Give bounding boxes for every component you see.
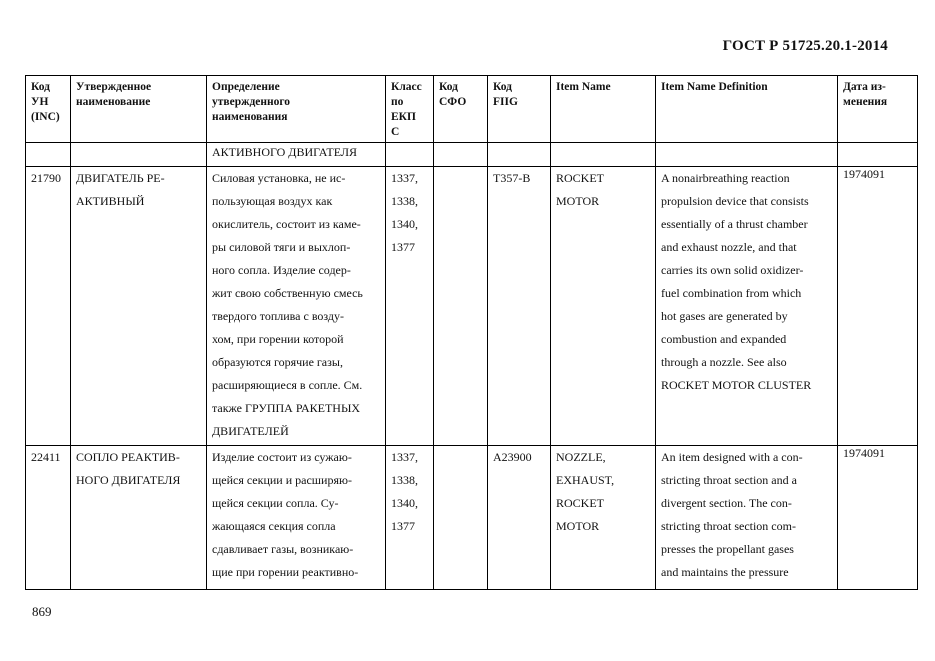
cell-text: carries its own solid oxidizer- (661, 263, 804, 277)
cell-text: and maintains the pressure (661, 565, 789, 579)
col-header-date (838, 76, 918, 143)
cell-text: stricting throat section and a (661, 473, 797, 487)
cell-text: расширяющиеся в сопле. См. (212, 378, 363, 392)
cell-fiig (488, 167, 551, 446)
header-text: Дата из- (843, 81, 886, 93)
cell-date (838, 446, 918, 590)
col-header-sfo (434, 76, 488, 143)
cell-text: divergent section. The con- (661, 496, 792, 510)
cell-text: Силовая установка, не ис- (212, 171, 346, 185)
cell-date (838, 167, 918, 446)
col-header-class (386, 76, 434, 143)
continuation-row (26, 143, 918, 167)
table-row (26, 446, 918, 590)
cell-class (386, 446, 434, 590)
cell-text: ного сопла. Изделие содер- (212, 263, 351, 277)
header-text: Класс (391, 81, 422, 93)
cell-text: ROCKET MOTOR CLUSTER (661, 378, 812, 392)
cell-name (71, 446, 207, 590)
header-text: Утвержденное (76, 81, 152, 93)
col-header-name (71, 76, 207, 143)
cell-text: MOTOR (556, 519, 600, 533)
cell-text: 1340, (391, 217, 418, 231)
header-text: Item Name (556, 81, 611, 93)
cell-text: щейся секции и расширяю- (212, 473, 352, 487)
cell-text: 1338, (391, 473, 418, 487)
cell-text: 22411 (31, 450, 61, 464)
cell-item-definition (656, 446, 838, 590)
header-text: менения (843, 96, 888, 108)
cell-text: СОПЛО РЕАКТИВ- (76, 450, 180, 464)
header-text: наименования (212, 111, 288, 123)
cell-item-definition (656, 167, 838, 446)
cell-text: 1377 (391, 240, 415, 254)
header-text: С (391, 126, 400, 138)
header-text: по (391, 96, 404, 108)
cell-inc (26, 167, 71, 446)
cell-text: NOZZLE, (556, 450, 606, 464)
cell-text: жит свою собственную смесь (212, 286, 363, 300)
header-text: ЕКП (391, 111, 416, 123)
cell-text: пользующая воздух как (212, 194, 333, 208)
header-text: УН (31, 96, 49, 108)
cell-text: щейся секции сопла. Су- (212, 496, 339, 510)
header-text: (INC) (31, 111, 60, 123)
header-text: СФО (439, 96, 467, 108)
cell-sfo (434, 446, 488, 590)
col-header-definition (207, 76, 386, 143)
cell-text: образуются горячие газы, (212, 355, 343, 369)
cell-text: combustion and expanded (661, 332, 787, 346)
cell-fiig (488, 446, 551, 590)
header-text: Определение (212, 81, 280, 93)
header-text: Код (31, 81, 51, 93)
cell-text: хом, при горении которой (212, 332, 344, 346)
col-header-item-definition (656, 76, 838, 143)
cell-text: 1337, (391, 450, 418, 464)
cell-inc (26, 446, 71, 590)
item-table (25, 75, 918, 590)
cell-text: An item designed with a con- (661, 450, 803, 464)
cell-name (71, 167, 207, 446)
cell-text: 1337, (391, 171, 418, 185)
header-text: FIIG (493, 96, 518, 108)
cell-text: 1974091 (843, 446, 885, 460)
cell-text: hot gases are generated by (661, 309, 788, 323)
cell-definition (207, 167, 386, 446)
cell-sfo (434, 167, 488, 446)
cell-text: essentially of a thrust chamber (661, 217, 808, 231)
cell-text: fuel combination from which (661, 286, 802, 300)
page-number: 869 (32, 604, 52, 619)
cell-text: ДВИГАТЕЛЬ РЕ- (76, 171, 165, 185)
cell-text: сдавливает газы, возникаю- (212, 542, 354, 556)
cell-item-name (551, 446, 656, 590)
cell-text: 1340, (391, 496, 418, 510)
cell-text: MOTOR (556, 194, 600, 208)
cell-text: твердого топлива с возду- (212, 309, 345, 323)
cell-text: 21790 (31, 171, 61, 185)
cell-text: Изделие состоит из сужаю- (212, 450, 352, 464)
header-text: Item Name Definition (661, 81, 768, 93)
col-header-item-name (551, 76, 656, 143)
cell-text: A23900 (493, 450, 532, 464)
cell-text: ры силовой тяги и выхлоп- (212, 240, 351, 254)
cell-item-name (551, 167, 656, 446)
cell-class (386, 167, 434, 446)
cell-text: НОГО ДВИГАТЕЛЯ (76, 473, 181, 487)
cell-text: щие при горении реактивно- (212, 565, 359, 579)
cell-text: 1974091 (843, 167, 885, 181)
cell-text: 1377 (391, 519, 415, 533)
cell-text: and exhaust nozzle, and that (661, 240, 797, 254)
cell-text: ROCKET (556, 496, 604, 510)
col-header-fiig (488, 76, 551, 143)
cell-text: T357-B (493, 171, 531, 185)
cell-text: propulsion device that consists (661, 194, 809, 208)
cell-text: presses the propellant gases (661, 542, 794, 556)
cell-text: также ГРУППА РАКЕТНЫХ (212, 401, 361, 415)
cell-text: ДВИГАТЕЛЕЙ (212, 424, 289, 438)
cell-text: АКТИВНЫЙ (76, 194, 145, 208)
cell-text: EXHAUST, (556, 473, 615, 487)
header-text: утвержденного (212, 96, 291, 108)
cell-text: окислитель, состоит из каме- (212, 217, 361, 231)
table-row (26, 167, 918, 446)
cell-text: 1338, (391, 194, 418, 208)
cell-text: stricting throat section com- (661, 519, 796, 533)
header-text: Код (439, 81, 459, 93)
cell-text: ROCKET (556, 171, 604, 185)
cell-text: жающаяся секция сопла (212, 519, 336, 533)
cell-text: A nonairbreathing reaction (661, 171, 790, 185)
continuation-definition: АКТИВНОГО ДВИГАТЕЛЯ (207, 143, 386, 167)
header-row (26, 76, 918, 143)
standard-designation: ГОСТ Р 51725.20.1-2014 (722, 38, 888, 54)
cell-text: through a nozzle. See also (661, 355, 787, 369)
header-text: наименование (76, 96, 151, 108)
header-text: Код (493, 81, 513, 93)
col-header-inc (26, 76, 71, 143)
cell-definition (207, 446, 386, 590)
